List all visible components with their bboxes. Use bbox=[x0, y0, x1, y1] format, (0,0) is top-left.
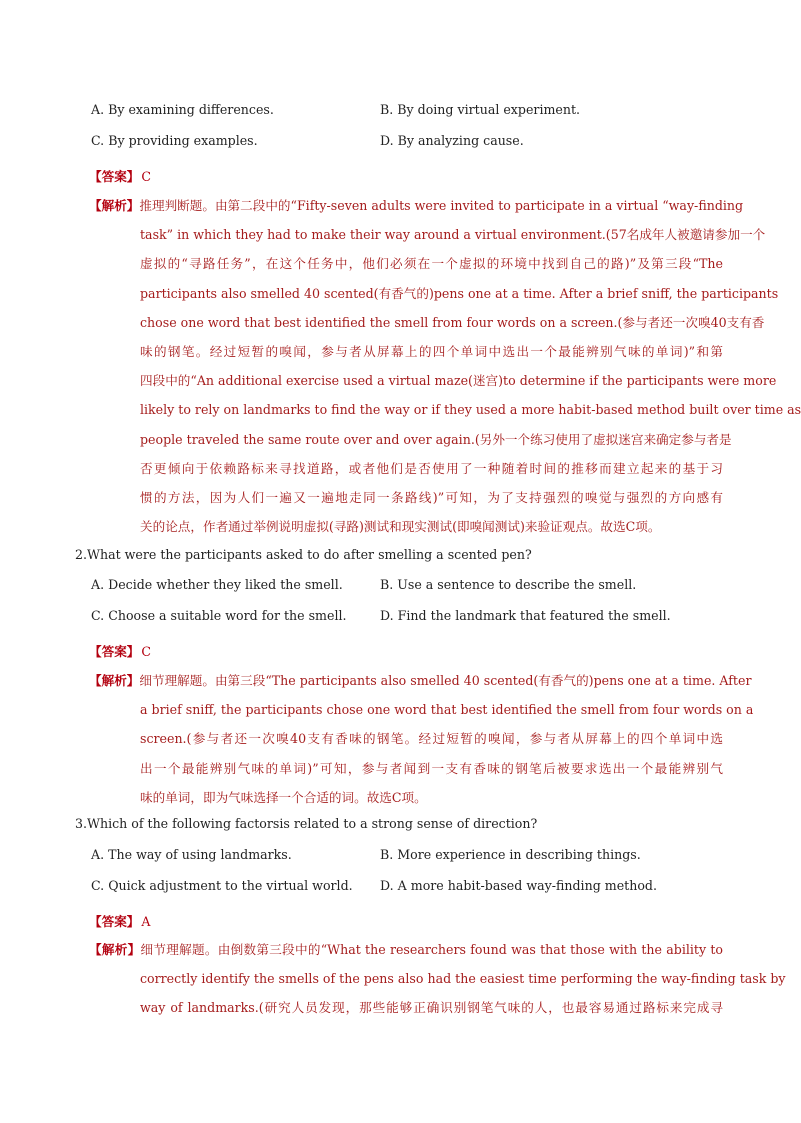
q2-option-c: C. Choose a suitable word for the smell. bbox=[91, 608, 347, 623]
q1-option-b: B. By doing virtual experiment. bbox=[380, 102, 581, 117]
q1-answer bbox=[89, 166, 151, 185]
q1-analysis-line: task” in which they had to make their way around a virtual environment.(57名成年人被邀请参加一个 bbox=[140, 227, 766, 243]
q1-option-c: C. By providing examples. bbox=[91, 133, 258, 148]
q3-option-b: B. More experience in describing things. bbox=[380, 847, 641, 862]
q1-analysis-line: 否更倾向于依赖路标来寻找道路，或者他们是否使用了一种随着时间的推移而建立起来的基于习 bbox=[140, 460, 723, 476]
q3-options-row-1 bbox=[91, 847, 731, 867]
q3-option-a: A. The way of using landmarks. bbox=[91, 847, 292, 862]
q2-analysis-line: 细节理解题。由第三段“The participants also smelled 40 scented(有香气的)pens one at a time. After bbox=[139, 673, 752, 688]
q3-analysis-line: way of landmarks.(研究人员发现，那些能够正确识别钢笔气味的人，也最容易通过路标来完成寻 bbox=[140, 1000, 723, 1016]
q1-analysis-line: 味的钢笔。经过短暂的嗅闻，参与者从屏幕上的四个单词中选出一个最能辨别气味的单词)”和第 bbox=[140, 343, 723, 359]
q2-analysis-line: screen.(参与者还一次嗅40支有香味的钢笔。经过短暂的嗅闻，参与者从屏幕上的四个单词中选 bbox=[140, 731, 723, 747]
q3-analysis-line: correctly identify the smells of the pens also had the easiest time performing the way-finding task by bbox=[140, 971, 786, 987]
q3-answer bbox=[89, 911, 150, 930]
q3-option-d: D. A more habit-based way-finding method. bbox=[380, 878, 657, 893]
q1-options-row-2 bbox=[91, 133, 731, 153]
q1-analysis-line: chose one word that best identified the smell from four words on a screen.(参与者还一次嗅40支有香 bbox=[140, 314, 765, 330]
q2-answer bbox=[89, 641, 151, 660]
q1-options-row-1 bbox=[91, 102, 731, 122]
q1-answer-tag: 【答案】 bbox=[89, 169, 140, 184]
q2-option-a: A. Decide whether they liked the smell. bbox=[91, 577, 343, 592]
q1-analysis-line: 四段中的“An additional exercise used a virtual maze(迷宫)to determine if the participants were more bbox=[140, 373, 777, 389]
q2-answer-tag: 【答案】 bbox=[89, 644, 140, 659]
q2-analysis-line: 味的单词，即为气味选择一个合适的词。故选C项。 bbox=[140, 789, 427, 805]
q3-analysis bbox=[89, 935, 786, 1023]
q1-analysis-line: 关的论点，作者通过举例说明虚拟(寻路)测试和现实测试(即嗅闻测试)来验证观点。故选C项。 bbox=[140, 519, 661, 535]
q3-answer-tag: 【答案】 bbox=[89, 914, 140, 929]
q3-analysis-tag: 【解析】 bbox=[89, 942, 141, 957]
q2-options-row-2 bbox=[91, 608, 731, 628]
q3-analysis-line: 细节理解题。由倒数第三段中的“What the researchers found was that those with the ability to bbox=[140, 942, 723, 957]
q2-analysis-line: 出一个最能辨别气味的单词)”可知，参与者闻到一支有香味的钢笔后被要求选出一个最能辨别气 bbox=[140, 760, 723, 776]
q2-analysis-line: a brief sniff, the participants chose one word that best identified the smell from four words on a bbox=[140, 702, 754, 718]
q3-option-c: C. Quick adjustment to the virtual world. bbox=[91, 878, 353, 893]
q2-analysis bbox=[89, 666, 754, 812]
q3-answer-letter: A bbox=[141, 914, 151, 929]
q2-analysis-tag: 【解析】 bbox=[89, 673, 140, 688]
q3-question: 3.Which of the following factorsis related to a strong sense of direction? bbox=[75, 816, 538, 831]
q1-analysis-line: 推理判断题。由第二段中的“Fifty-seven adults were invited to participate in a virtual “way-finding bbox=[139, 198, 744, 213]
q1-analysis-line: 惯的方法，因为人们一遍又一遍地走同一条路线)”可知，为了支持强烈的嗅觉与强烈的方向感有 bbox=[140, 489, 723, 505]
q1-analysis-tag: 【解析】 bbox=[89, 198, 140, 213]
q1-analysis-line: participants also smelled 40 scented(有香气的)pens one at a time. After a brief sniff, the participants bbox=[140, 285, 779, 301]
q1-option-a: A. By examining differences. bbox=[91, 102, 274, 117]
q1-answer-letter: C bbox=[141, 169, 152, 184]
q1-analysis-line: people traveled the same route over and over again.(另外一个练习使用了虚拟迷宫来确定参与者是 bbox=[140, 431, 732, 447]
q1-option-d: D. By analyzing cause. bbox=[380, 133, 524, 148]
q2-question: 2.What were the participants asked to do after smelling a scented pen? bbox=[75, 547, 532, 562]
q3-options-row-2 bbox=[91, 878, 731, 898]
q1-analysis-line: likely to rely on landmarks to find the way or if they used a more habit-based method built over time as bbox=[140, 402, 801, 418]
q2-option-d: D. Find the landmark that featured the smell. bbox=[380, 608, 671, 623]
q2-options-row-1 bbox=[91, 577, 731, 597]
q2-option-b: B. Use a sentence to describe the smell. bbox=[380, 577, 637, 592]
q1-analysis-line: 虚拟的“寻路任务”，在这个任务中，他们必须在一个虚拟的环境中找到自己的路)”及第三段“The bbox=[140, 256, 723, 272]
q2-answer-letter: C bbox=[141, 644, 152, 659]
q1-analysis bbox=[89, 191, 801, 541]
